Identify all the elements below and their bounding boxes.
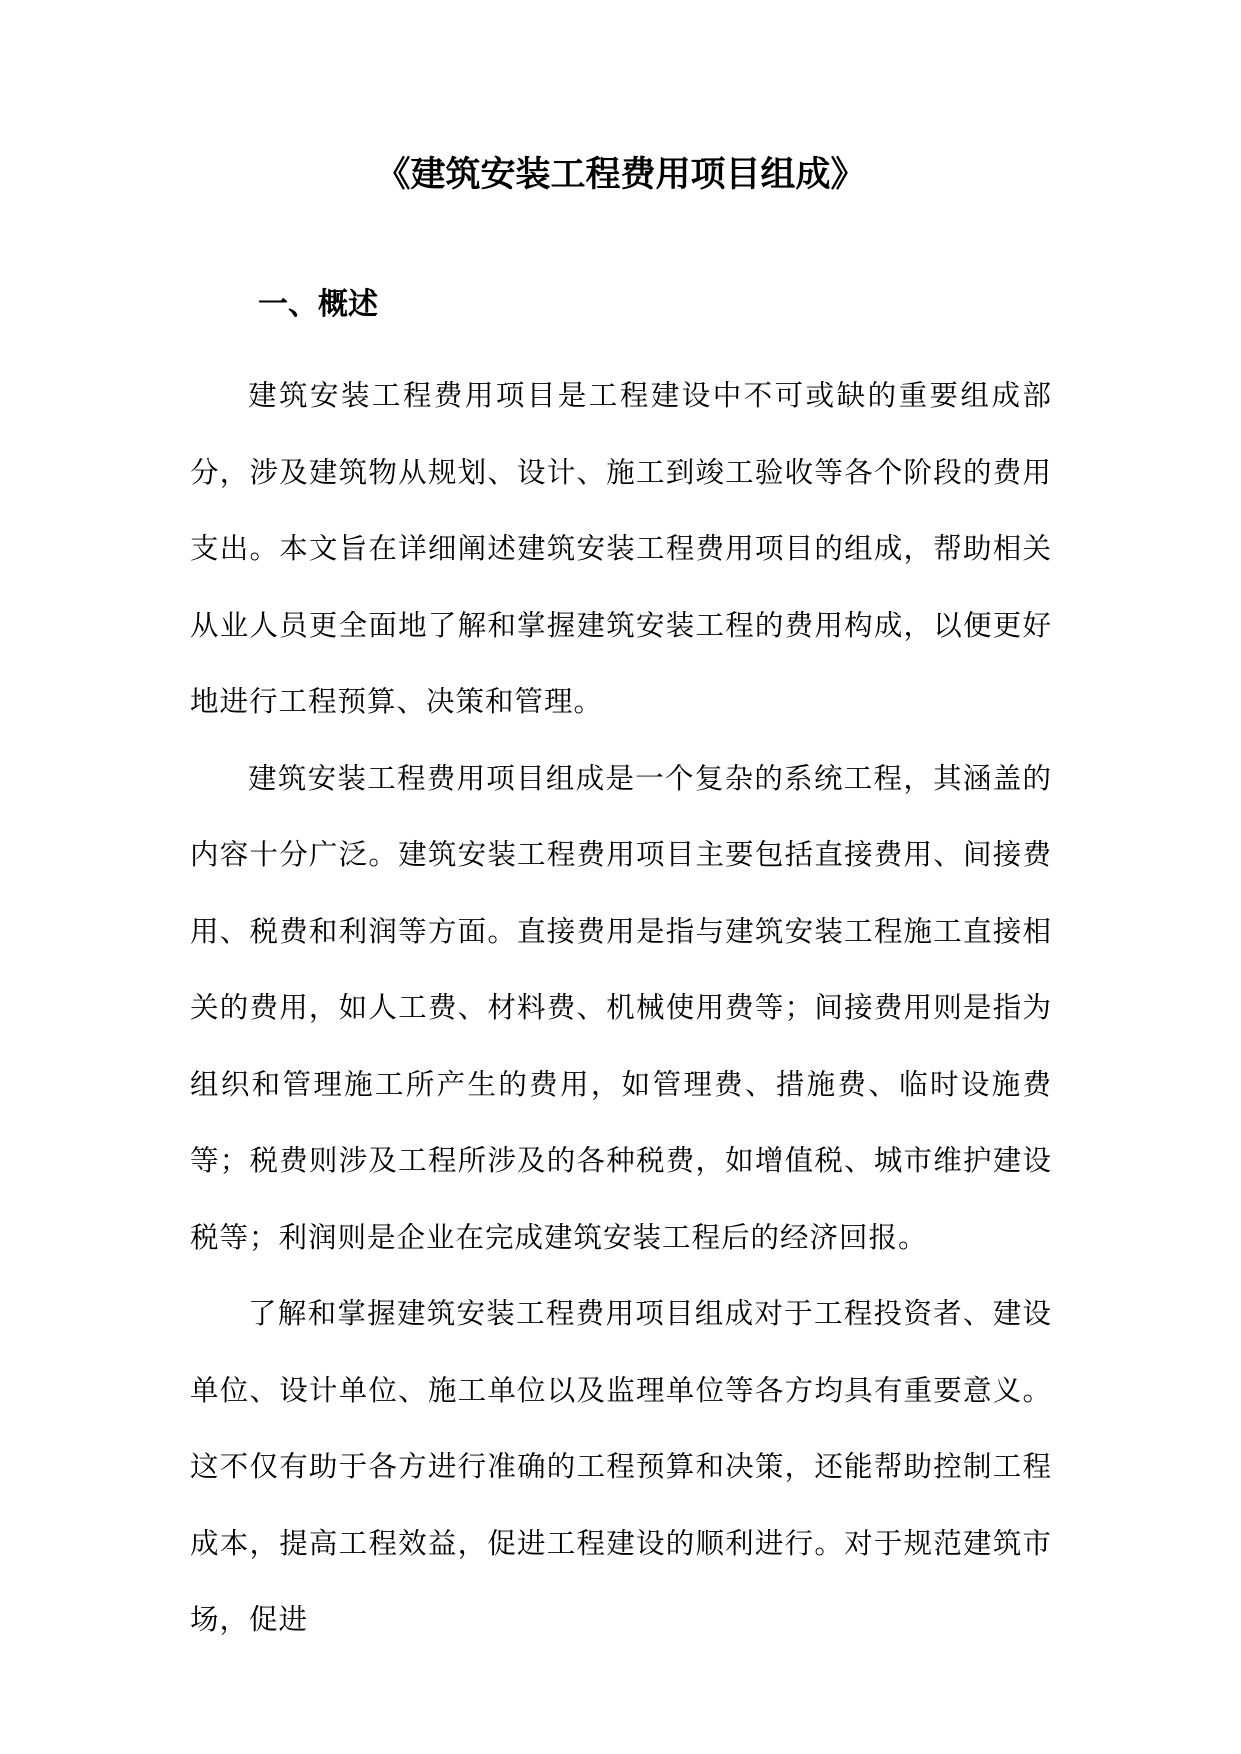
section-body [190, 358, 1052, 1659]
paragraph: 建筑安装工程费用项目组成是一个复杂的系统工程，其涵盖的内容十分广泛。建筑安装工程费用项目主要包括直接费用、间接费用、税费和利润等方面。直接费用是指与建筑安装工程施工直接相关的费用，如人工费、材料费、机械使用费等；间接费用则是指为组织和管理施工所产生的费用，如管理费、措施费、临时设施费等；税费则涉及工程所涉及的各种税费，如增值税、城市维护建设税等；利润则是企业在完成建筑安装工程后的经济回报。 [190, 761, 1052, 1254]
document-title: 《建筑安装工程费用项目组成》 [375, 154, 866, 195]
paragraph: 建筑安装工程费用项目是工程建设中不可或缺的重要组成部分，涉及建筑物从规划、设计、施工到竣工验收等各个阶段的费用支出。本文旨在详细阐述建筑安装工程费用项目的组成，帮助相关从业人员更全面地了解和掌握建筑安装工程的费用构成，以便更好地进行工程预算、决策和管理。 [190, 379, 1052, 718]
section-heading: 一、概述 [258, 287, 378, 322]
paragraph: 了解和掌握建筑安装工程费用项目组成对于工程投资者、建设单位、设计单位、施工单位以及监理单位等各方均具有重要意义。这不仅有助于各方进行准确的工程预算和决策，还能帮助控制工程成本，提高工程效益，促进工程建设的顺利进行。对于规范建筑市场，促进 [190, 1297, 1052, 1636]
